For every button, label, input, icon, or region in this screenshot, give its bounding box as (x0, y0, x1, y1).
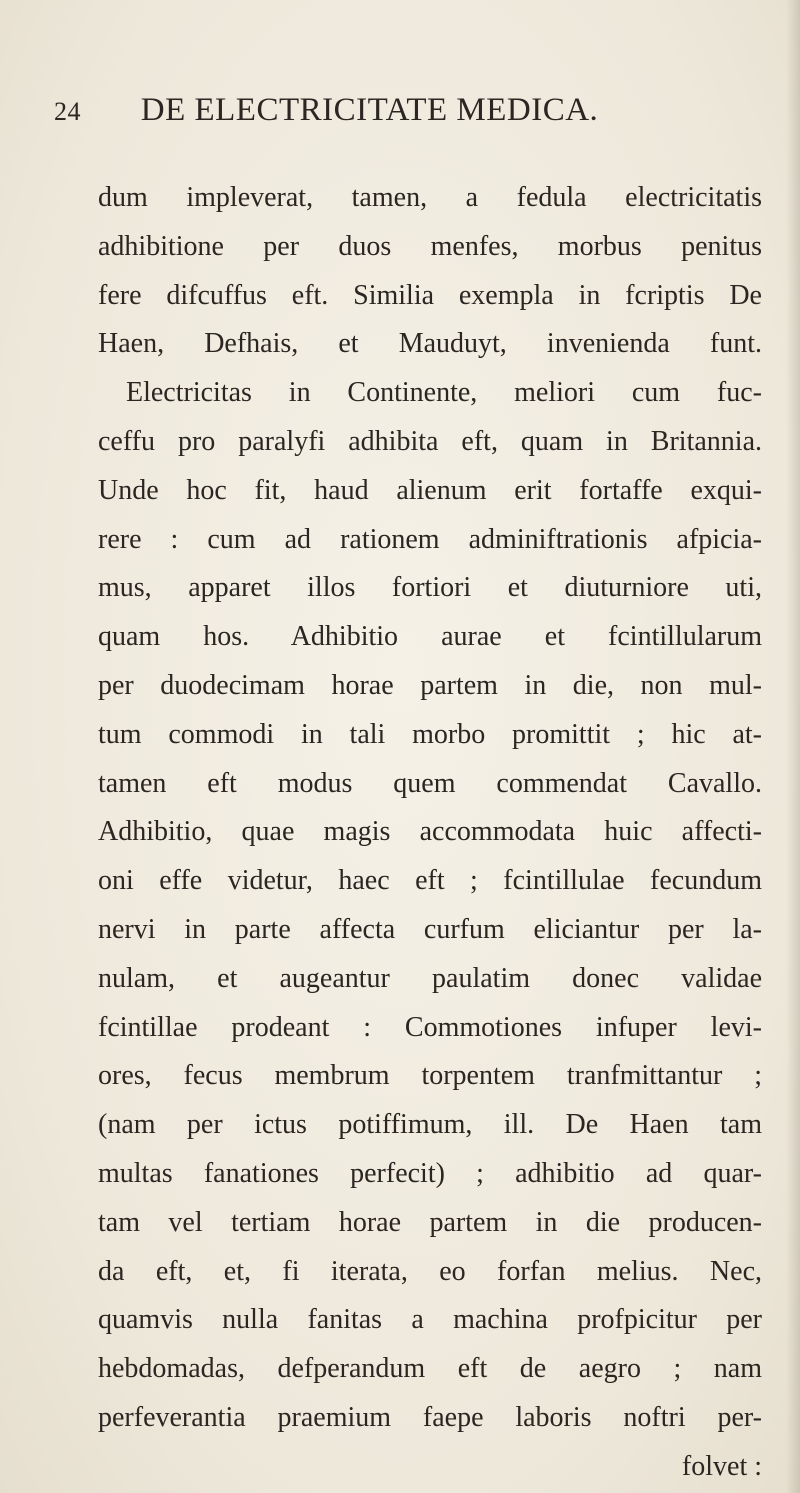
text-line: fcintillae prodeant : Commotiones infuper levi- (98, 1011, 762, 1043)
text-line: Haen, Defhais, et Mauduyt, invenienda funt. (98, 328, 762, 360)
text-line: dum impleverat, tamen, a fedula electricitatis (98, 182, 762, 213)
text-line: nulam, et augeantur paulatim donec validae (98, 962, 762, 994)
text-line: hebdomadas, defperandum eft de aegro ; nam (98, 1353, 762, 1385)
text-line: (nam per ictus potiffimum, ill. De Haen tam (98, 1109, 762, 1141)
text-line: Unde hoc fit, haud alienum erit fortaffe exqui- (98, 474, 762, 506)
text-line: multas fanationes perfecit) ; adhibitio ad quar- (98, 1157, 762, 1189)
text-line: oni effe videtur, haec eft ; fcintillulae fecundum (98, 865, 762, 897)
text-line: per duodecimam horae partem in die, non mul- (98, 669, 762, 701)
text-line: quam hos. Adhibitio aurae et fcintillularum (98, 621, 762, 653)
text-line: tam vel tertiam horae partem in die producen- (98, 1206, 762, 1238)
text-line: Electricitas in Continente, meliori cum fuc- (126, 377, 762, 409)
text-line: perfeverantia praemium faepe laboris noftri per- (98, 1401, 762, 1433)
body-text (98, 174, 762, 1492)
text-line: tum commodi in tali morbo promittit ; hic at- (98, 718, 762, 750)
text-line: ceffu pro paralyfi adhibita eft, quam in Britannia. (98, 425, 762, 457)
text-line: quamvis nulla fanitas a machina profpicitur per (98, 1304, 762, 1336)
text-line: tamen eft modus quem commendat Cavallo. (98, 767, 762, 799)
text-line: ores, fecus membrum torpentem tranfmittantur ; (98, 1060, 762, 1092)
text-line: mus, apparet illos fortiori et diuturniore uti, (98, 572, 762, 604)
running-head (54, 92, 754, 142)
text-line: rere : cum ad rationem adminiftrationis afpicia- (98, 523, 762, 555)
text-line: nervi in parte affecta curfum eliciantur per la- (98, 913, 762, 945)
page-number: 24 (54, 97, 81, 126)
page-edge-shadow (786, 0, 800, 1493)
catchword-line: folvet : (681, 1450, 762, 1482)
text-line: adhibitione per duos menfes, morbus penitus (98, 230, 762, 262)
text-line: da eft, et, fi iterata, eo forfan melius. Nec, (98, 1255, 762, 1287)
page-title: DE ELECTRICITATE MEDICA. (140, 92, 599, 128)
text-line: Adhibitio, quae magis accommodata huic affecti- (98, 816, 762, 848)
text-line: fere difcuffus eft. Similia exempla in fcriptis De (98, 279, 762, 311)
